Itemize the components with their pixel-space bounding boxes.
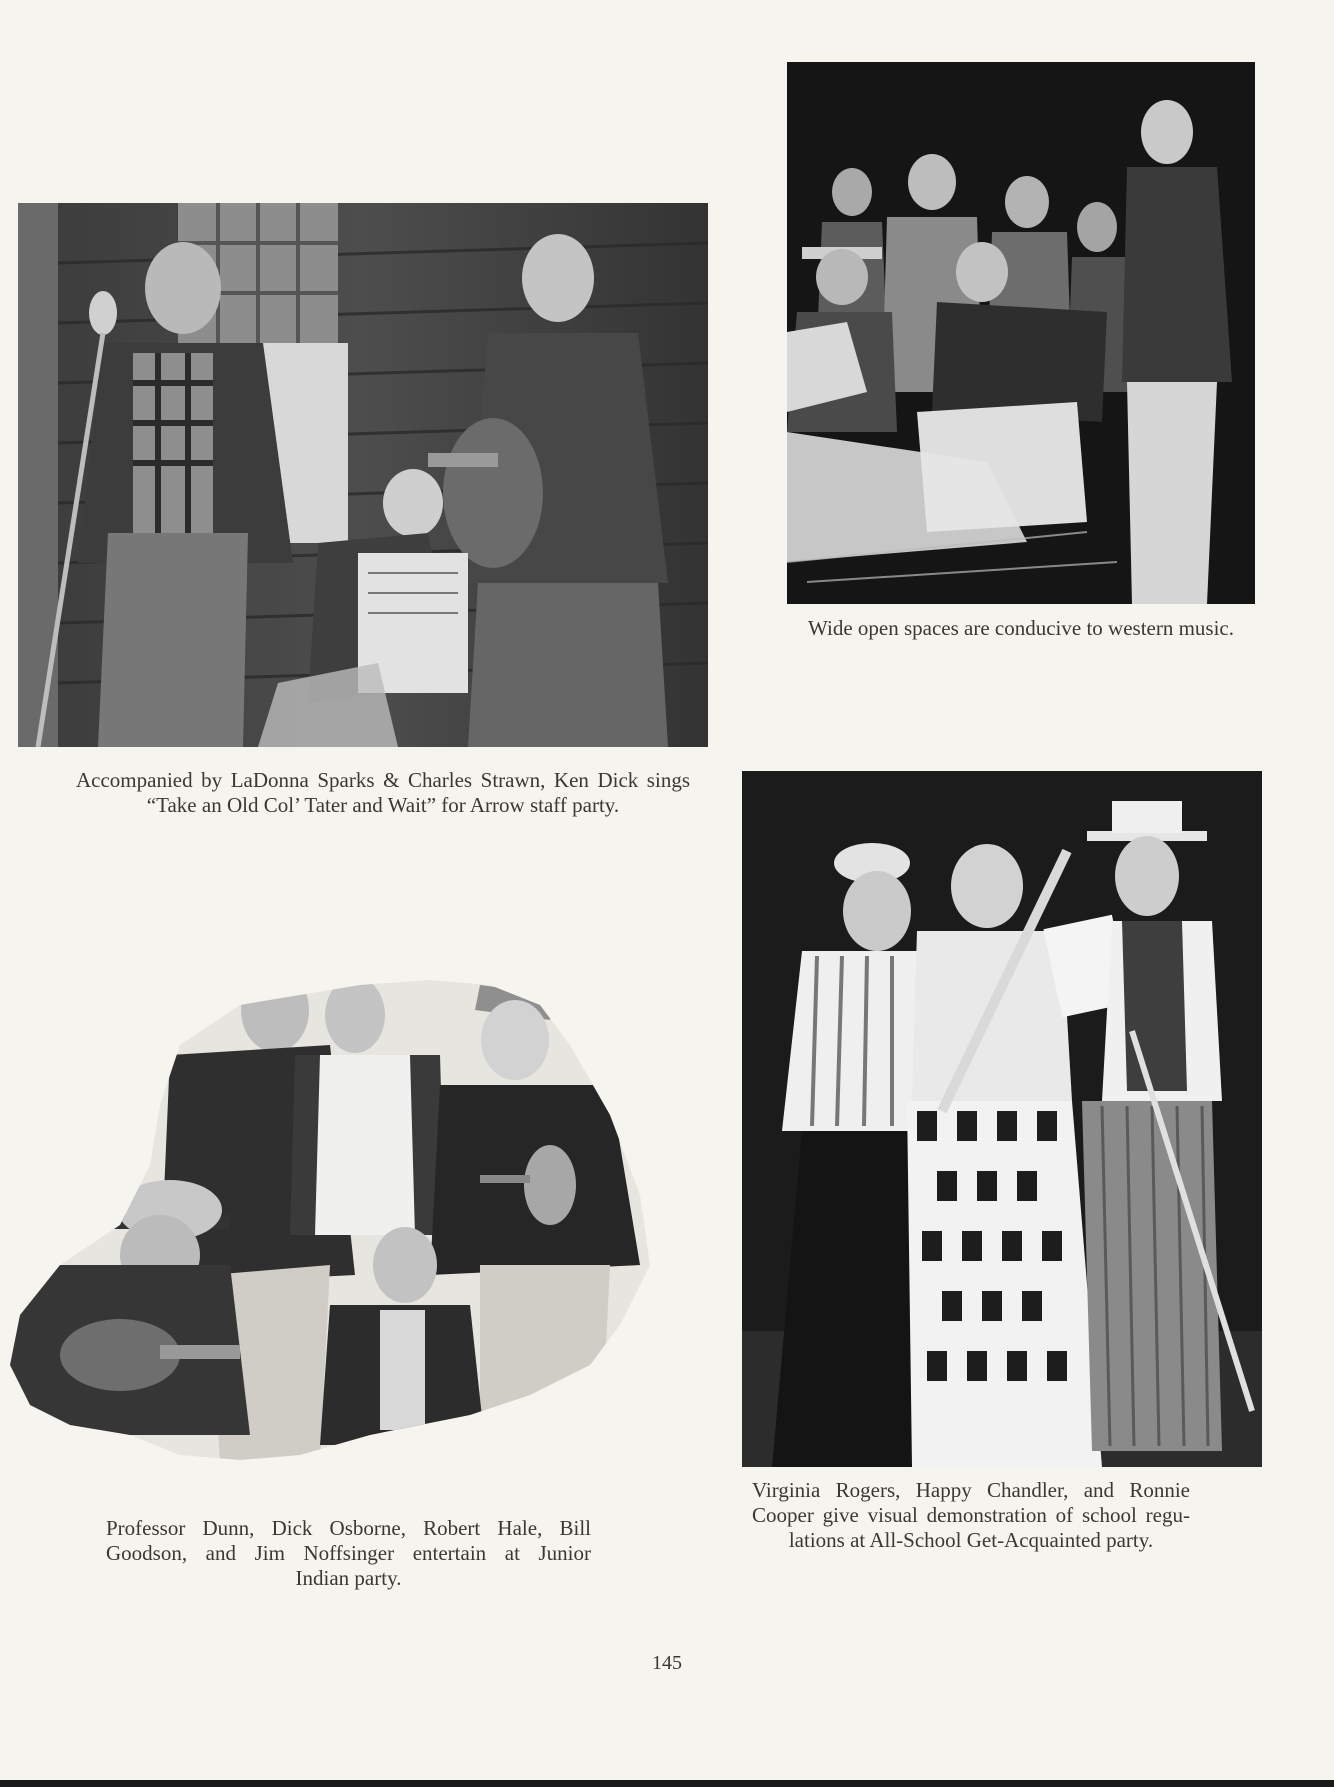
photo-quartet bbox=[10, 965, 655, 1465]
scan-edge bbox=[0, 1780, 1334, 1787]
caption-line: “Take an Old Col’ Tater and Wait” for Arrow staff party. bbox=[146, 793, 620, 817]
photo-singers bbox=[18, 203, 708, 747]
caption-line: Goodson, and Jim Noffsinger entertain at Junior bbox=[106, 1541, 591, 1565]
photo-western-image bbox=[787, 62, 1255, 604]
caption-singers bbox=[76, 768, 690, 818]
caption-regulations bbox=[752, 1478, 1190, 1553]
caption-line: Accompanied by LaDonna Sparks & Charles Strawn, Ken Dick sings bbox=[76, 768, 690, 792]
caption-quartet bbox=[106, 1516, 591, 1591]
photo-western bbox=[787, 62, 1255, 604]
caption-western bbox=[787, 616, 1255, 641]
caption-line: Wide open spaces are conducive to western music. bbox=[808, 616, 1234, 640]
photo-regulations bbox=[742, 771, 1262, 1467]
page-number: 145 bbox=[652, 1652, 682, 1674]
photo-quartet-image bbox=[10, 965, 655, 1465]
photo-singers-image bbox=[18, 203, 708, 747]
caption-line: lations at All-School Get-Acquainted party. bbox=[788, 1528, 1154, 1552]
caption-line: Virginia Rogers, Happy Chandler, and Ronnie bbox=[752, 1478, 1190, 1502]
photo-regulations-image bbox=[742, 771, 1262, 1467]
caption-line: Indian party. bbox=[295, 1566, 402, 1590]
caption-line: Cooper give visual demonstration of school regu- bbox=[752, 1503, 1190, 1527]
caption-line: Professor Dunn, Dick Osborne, Robert Hale, Bill bbox=[106, 1516, 591, 1540]
